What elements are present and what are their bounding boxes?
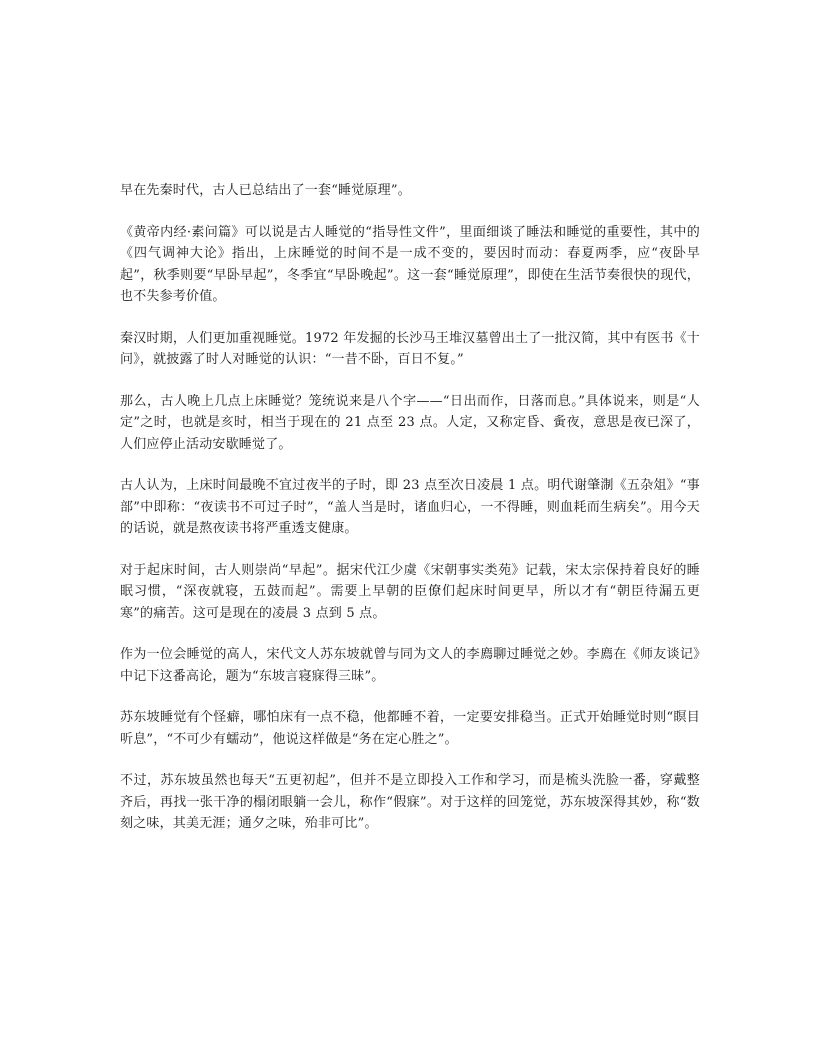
paragraph-8: 苏东坡睡觉有个怪癖，哪怕床有一点不稳，他都睡不着，一定要安排稳当。正式开始睡觉时则“瞑目听息”，“不可少有蠕动”，他说这样做是“务在定心胜之”。: [120, 710, 700, 747]
paragraph-9: 不过，苏东坡虽然也每天“五更初起”，但并不是立即投入工作和学习，而是梳头洗脸一番，穿戴整齐后，再找一张干净的榻闭眼躺一会儿，称作“假寐”。对于这样的回笼觉，苏东坡深得其妙，称“数刻之味，其美无涯；通夕之味，殆非可比”。: [120, 773, 700, 831]
document-body: [120, 180, 700, 855]
paragraph-6: 对于起床时间，古人则崇尚“早起”。据宋代江少虞《宋朝事实类苑》记载，宋太宗保持着良好的睡眠习惯，“深夜就寝，五鼓而起”。需要上早朝的臣僚们起床时间更早，所以才有“朝臣待漏五更寒”的痛苦。这可是现在的凌晨 3 点到 5 点。: [120, 562, 700, 621]
paragraph-5: 古人认为，上床时间最晚不宜过夜半的子时，即 23 点至次日凌晨 1 点。明代谢肇淛《五杂俎》“事部”中即称：“夜读书不可过子时”，“盖人当是时，诸血归心，一不得睡，则血耗而生病矣”。用今天的话说，就是熬夜读书将严重透支健康。: [120, 478, 700, 536]
paragraph-3: 秦汉时期，人们更加重视睡觉。1972 年发掘的长沙马王堆汉墓曾出土了一批汉简，其中有医书《十问》，就披露了时人对睡觉的认识：“一昔不卧，百日不复。”: [120, 330, 700, 367]
paragraph-2: 《黄帝内经·素问篇》可以说是古人睡觉的“指导性文件”，里面细谈了睡法和睡觉的重要性，其中的《四气调神大论》指出，上床睡觉的时间不是一成不变的，要因时而动：春夏两季，应“夜卧早起”，秋季则要“早卧早起”，冬季宜“早卧晚起”。这一套“睡觉原理”，即使在生活节奏很快的现代，也不失参考价值。: [120, 224, 700, 304]
paragraph-1: 早在先秦时代，古人已总结出了一套“睡觉原理”。: [120, 183, 411, 198]
paragraph-4: 那么，古人晚上几点上床睡觉？笼统说来是八个字——“日出而作，日落而息。”具体说来，则是“人定”之时，也就是亥时，相当于现在的 21 点至 23 点。人定，又称定昏、夤夜，意思是夜已深了，人们应停止活动安歇睡觉了。: [120, 393, 700, 452]
paragraph-7: 作为一位会睡觉的高人，宋代文人苏东坡就曾与同为文人的李廌聊过睡觉之妙。李廌在《师友谈记》中记下这番高论，题为“东坡言寝寐得三昧”。: [120, 647, 700, 684]
